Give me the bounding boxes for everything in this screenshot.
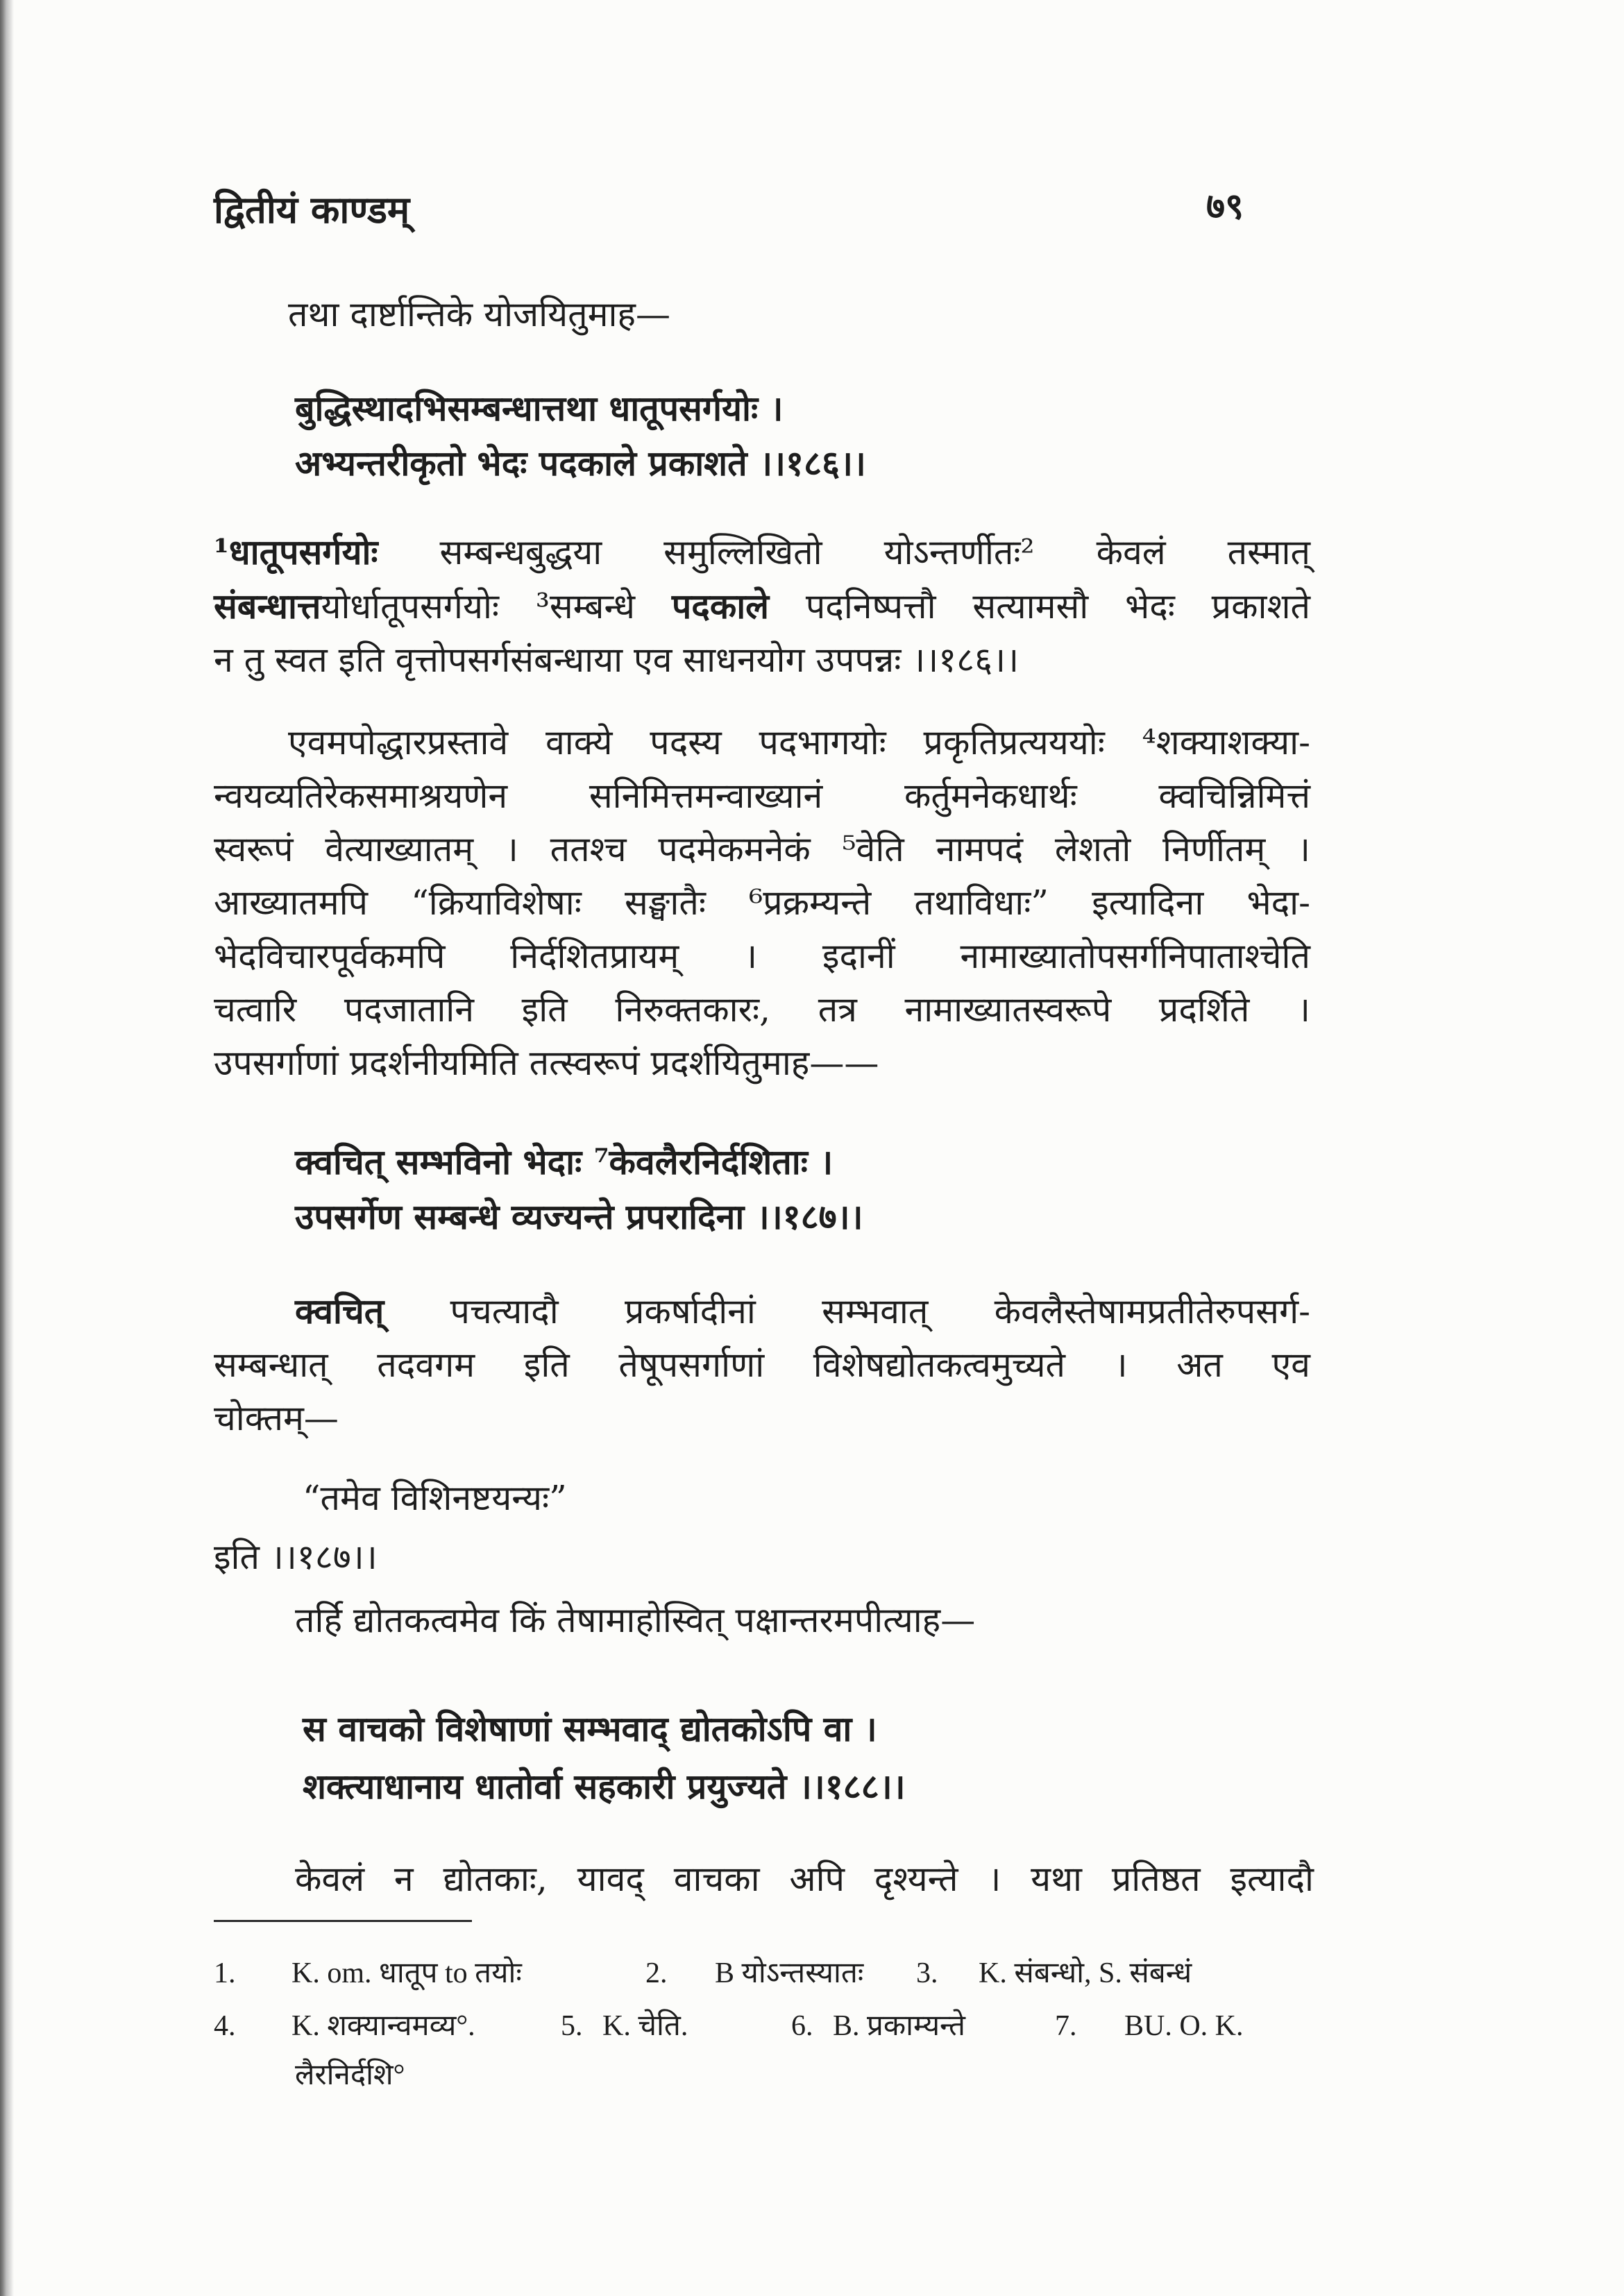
footnote-text: B योऽन्तस्यातः [715, 1957, 864, 1989]
footnote-number: 3. [916, 1957, 938, 1989]
footnote-row [0, 1948, 1624, 1999]
commentary-text: योर्धातूपसर्गयोः ³सम्बन्धे [321, 586, 672, 627]
paragraph-line: भेदविचारपूर्वकमपि निर्दशितप्रायम् । इदानीं नामाख्यातोपसर्गनिपाताश्चेति [214, 936, 1310, 976]
intro-line: तर्हि द्योतकत्वमेव किं तेषामाहोस्वित् पक्षान्तरमपीत्याह— [295, 1600, 976, 1640]
verse-187 [295, 1134, 1308, 1244]
paragraph-2 [214, 716, 1310, 1090]
quotation-187 [303, 1472, 1309, 1525]
footnote-continuation: लैरनिर्दशि° [295, 2059, 405, 2091]
paragraph-line: एवमपोद्धारप्रस्तावे वाक्ये पदस्य पदभागयोः प्रकृतिप्रत्यययोः ⁴शक्याशक्या- [288, 722, 1310, 763]
verse-line: अभ्यन्तरीकृतो भेदः पदकाले प्रकाशते ।।१८६।। [295, 443, 866, 484]
running-header-title: द्वितीयं काण्डम् [214, 187, 410, 232]
commentary-line [214, 1284, 1310, 1338]
footnote-row [0, 2050, 1624, 2101]
bold-term: क्वचित् [295, 1291, 384, 1332]
footnote-row [0, 2000, 1624, 2052]
page-number: ७९ [1206, 185, 1244, 228]
footnote-text: K. चेति. [602, 2010, 688, 2042]
paragraph-line: न्वयव्यतिरेकसमाश्रयणेन सनिमित्तमन्वाख्यानं कर्तुमनेकधार्थः क्वचिन्निमित्तं [214, 776, 1310, 816]
iti-187 [214, 1531, 1310, 1584]
commentary-line [214, 579, 1310, 633]
verse-186 [295, 381, 1308, 491]
footnote-number: 4. [214, 2010, 236, 2042]
footnote-number: 1. [214, 1957, 236, 1989]
footnote-text: K. शक्यान्वमव्य°. [291, 2010, 475, 2042]
bold-term: संबन्धात्त [214, 586, 321, 627]
intro-line: तथा दार्ष्टान्तिके योजयितुमाह— [288, 294, 670, 334]
paragraph-line: स्वरूपं वेत्याख्यातम् । ततश्च पदमेकमनेकं ⁵वेति नामपदं लेशतो निर्णीतम् । [214, 829, 1310, 869]
commentary-line: केवलं न द्योतकाः, यावद् वाचका अपि दृश्यन्ते । यथा प्रतिष्ठत इत्यादौ [295, 1859, 1314, 1899]
footnote-text: B. प्रकाम्यन्ते [833, 2010, 965, 2042]
intro-188 [295, 1594, 1308, 1647]
paragraph-line: आख्यातमपि “क्रियाविशेषाः सङ्घातैः ⁶प्रक्रम्यन्ते तथाविधाः” इत्यादिना भेदा- [214, 883, 1310, 923]
paragraph-line: चत्वारि पदजातानि इति निरुक्तकारः, तत्र नामाख्यातस्वरूपे प्रदर्शिते । [214, 989, 1310, 1030]
commentary-line [214, 525, 1310, 579]
closing-line: इति ।।१८७।। [214, 1537, 378, 1577]
verse-line: शक्त्याधानाय धातोर्वा सहकारी प्रयुज्यते ।।१८८।। [303, 1766, 906, 1807]
verse-line: क्वचित् सम्भविनो भेदाः ⁷केवलैरनिर्दशिताः । [295, 1141, 834, 1182]
commentary-text: सम्बन्धबुद्धया समुल्लिखितो योऽन्तर्णीतः² केवलं तस्मात् [378, 532, 1310, 572]
footnote-text: K. om. धातूप to तयोः [291, 1957, 522, 1989]
intro-186 [288, 288, 1308, 341]
footnote-number: 2. [645, 1957, 668, 1989]
footnote-text: K. संबन्धो, S. संबन्धं [979, 1957, 1192, 1989]
commentary-188 [295, 1853, 1314, 1906]
commentary-text: पदनिष्पत्तौ सत्यामसौ भेदः प्रकाशते [769, 586, 1310, 627]
verse-line: स वाचको विशेषाणां सम्भवाद् द्योतकोऽपि वा । [303, 1708, 877, 1749]
commentary-187 [214, 1284, 1310, 1445]
commentary-text: पचत्यादौ प्रकर्षादीनां सम्भवात् केवलैस्तेषामप्रतीतेरुपसर्ग- [384, 1291, 1310, 1332]
commentary-186 [214, 525, 1310, 687]
verse-line: उपसर्गेण सम्बन्धे व्यज्यन्ते प्रपरादिना ।।१८७।। [295, 1196, 863, 1237]
footnote-number: 7. [1055, 2010, 1077, 2042]
bold-term: पदकाले [671, 586, 770, 627]
footnote-text: BU. O. K. [1124, 2010, 1244, 2042]
verse-188 [303, 1700, 1309, 1815]
footnote-number: 6. [791, 2010, 813, 2042]
footnote-rule [214, 1920, 472, 1922]
quotation-line: “तमेव विशिनष्टयन्यः” [303, 1478, 567, 1518]
footnote-number: 5. [561, 2010, 583, 2042]
verse-line: बुद्धिस्थादभिसम्बन्धात्तथा धातूपसर्गयोः । [295, 388, 784, 429]
paragraph-line: उपसर्गाणां प्रदर्शनीयमिति तत्स्वरूपं प्रदर्शयितुमाह—— [214, 1043, 879, 1083]
bold-term: ¹धातूपसर्गयोः [214, 532, 378, 572]
commentary-line: सम्बन्धात् तदवगम इति तेषूपसर्गाणां विशेषद्योतकत्वमुच्यते । अत एव [214, 1345, 1310, 1385]
commentary-line: न तु स्वत इति वृत्तोपसर्गसंबन्धाया एव साधनयोग उपपन्नः ।।१८६।। [214, 640, 1020, 680]
commentary-line: चोक्तम्— [214, 1398, 339, 1438]
